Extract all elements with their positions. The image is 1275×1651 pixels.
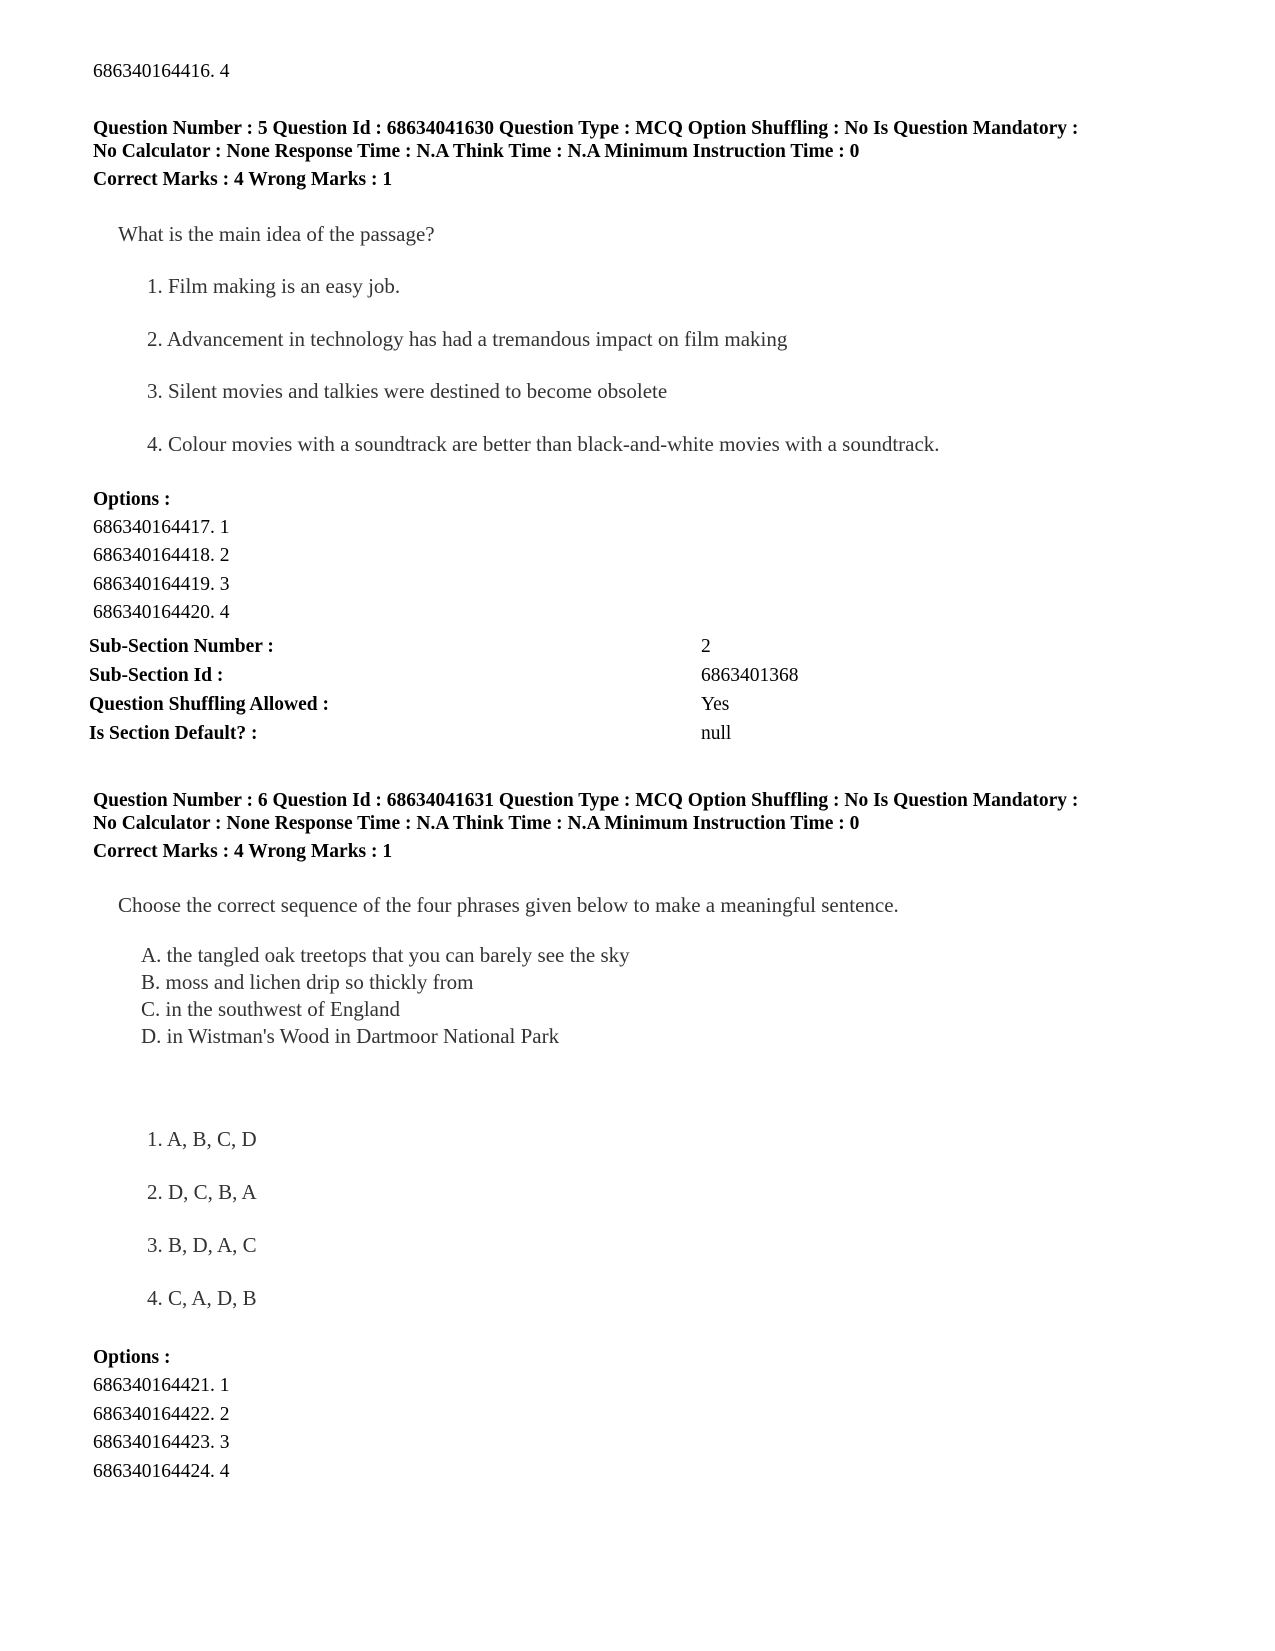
q6-choice-3: 3. B, D, A, C xyxy=(147,1233,257,1257)
q6-header-line1: Question Number : 6 Question Id : 68634041631 Question Type : MCQ Option Shuffling : No Is Question Mandatory : xyxy=(93,790,1079,811)
q6-options-label: Options : xyxy=(93,1347,171,1368)
q5-option-2: 686340164418. 2 xyxy=(93,545,230,566)
section-default-label: Is Section Default? : xyxy=(89,723,258,744)
q6-option-1: 686340164421. 1 xyxy=(93,1375,230,1396)
question-shuffling-label: Question Shuffling Allowed : xyxy=(89,694,330,715)
q6-option-2: 686340164422. 2 xyxy=(93,1404,230,1425)
q6-choice-2: 2. D, C, B, A xyxy=(147,1180,257,1204)
q5-marks: Correct Marks : 4 Wrong Marks : 1 xyxy=(93,169,393,190)
q5-choice-4: 4. Colour movies with a soundtrack are better than black-and-white movies with a soundtrack. xyxy=(147,432,940,456)
q6-phrase-b: B. moss and lichen drip so thickly from xyxy=(141,970,474,994)
q6-phrase-a: A. the tangled oak treetops that you can barely see the sky xyxy=(141,943,630,967)
q6-header-line2: No Calculator : None Response Time : N.A Think Time : N.A Minimum Instruction Time : 0 xyxy=(93,813,860,834)
q5-option-1: 686340164417. 1 xyxy=(93,517,230,538)
q6-option-3: 686340164423. 3 xyxy=(93,1432,230,1453)
q5-header-line2: No Calculator : None Response Time : N.A Think Time : N.A Minimum Instruction Time : 0 xyxy=(93,141,860,162)
q6-phrase-d: D. in Wistman's Wood in Dartmoor National Park xyxy=(141,1024,560,1048)
q5-options-label: Options : xyxy=(93,489,171,510)
q5-question-text: What is the main idea of the passage? xyxy=(118,222,435,246)
subsection-number-label: Sub-Section Number : xyxy=(89,636,274,657)
subsection-number-value: 2 xyxy=(701,636,711,657)
q5-option-4: 686340164420. 4 xyxy=(93,602,230,623)
q5-choice-2: 2. Advancement in technology has had a tremandous impact on film making xyxy=(147,327,788,351)
q6-choice-1: 1. A, B, C, D xyxy=(147,1127,257,1151)
q6-question-text: Choose the correct sequence of the four phrases given below to make a meaningful sentence. xyxy=(118,893,899,917)
q6-phrase-c: C. in the southwest of England xyxy=(141,997,400,1021)
q6-choice-4: 4. C, A, D, B xyxy=(147,1286,257,1310)
section-default-value: null xyxy=(701,723,732,744)
q5-header-line1: Question Number : 5 Question Id : 68634041630 Question Type : MCQ Option Shuffling : No Is Question Mandatory : xyxy=(93,118,1079,139)
subsection-id-label: Sub-Section Id : xyxy=(89,665,224,686)
q5-choice-3: 3. Silent movies and talkies were destined to become obsolete xyxy=(147,379,668,403)
q6-option-4: 686340164424. 4 xyxy=(93,1461,230,1482)
q5-option-3: 686340164419. 3 xyxy=(93,574,230,595)
subsection-id-value: 6863401368 xyxy=(701,665,799,686)
prev-option-line: 686340164416. 4 xyxy=(93,61,230,82)
q6-marks: Correct Marks : 4 Wrong Marks : 1 xyxy=(93,841,393,862)
question-shuffling-value: Yes xyxy=(701,694,730,715)
q5-choice-1: 1. Film making is an easy job. xyxy=(147,274,401,298)
